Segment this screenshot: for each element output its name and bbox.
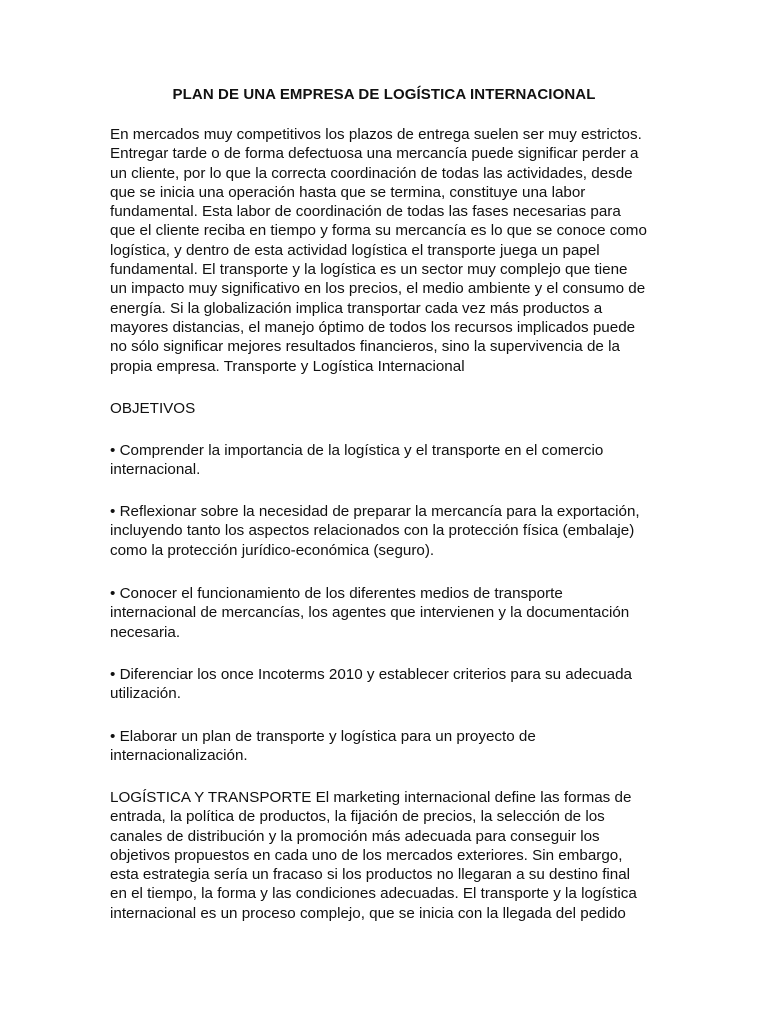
intro-line: fundamental. El transporte y la logística es un sector muy complejo que tiene	[110, 261, 628, 279]
intro-line: fundamental. Esta labor de coordinación de todas las fases necesarias para	[110, 203, 621, 221]
objective-item	[110, 727, 660, 766]
intro-line: energía. Si la globalización implica transportar cada vez más productos a	[110, 299, 603, 317]
logistics-line: internacional es un proceso complejo, que se inicia con la llegada del pedido	[110, 904, 626, 922]
logistics-line: esta estrategia sería un fracaso si los productos no llegaran a su destino final	[110, 866, 631, 884]
objective-line	[110, 441, 660, 460]
objective-line: internacionalización.	[110, 747, 248, 765]
objective-text: Conocer el funcionamiento de los diferentes medios de transporte	[119, 585, 563, 602]
objective-line	[110, 665, 660, 684]
objective-line: internacional.	[110, 461, 201, 479]
objective-item	[110, 584, 660, 642]
logistics-line: LOGÍSTICA Y TRANSPORTE El marketing internacional define las formas de	[110, 789, 632, 806]
logistics-line: entrada, la política de productos, la fijación de precios, la selección de los	[110, 808, 605, 826]
bullet-marker: •	[110, 585, 116, 602]
bullet-marker: •	[110, 503, 116, 520]
logistics-line: objetivos propuestos en cada uno de los mercados exteriores. Sin embargo,	[110, 846, 623, 864]
objective-line: internacional de mercancías, los agentes que intervienen y la documentación	[110, 604, 630, 622]
intro-line: logística, y dentro de esta actividad logística el transporte juega un papel	[110, 241, 600, 259]
intro-line: no sólo significar mejores resultados financieros, sino la supervivencia de la	[110, 338, 620, 356]
intro-paragraph	[110, 125, 660, 376]
bullet-marker: •	[110, 666, 116, 683]
intro-line: un impacto muy significativo en los precios, el medio ambiente y el consumo de	[110, 280, 646, 298]
bullet-marker: •	[110, 442, 116, 459]
intro-line: En mercados muy competitivos los plazos de entrega suelen ser muy estrictos.	[110, 126, 642, 143]
objective-text: Diferenciar los once Incoterms 2010 y establecer criterios para su adecuada	[119, 666, 632, 683]
objective-item	[110, 441, 660, 480]
objective-text: Reflexionar sobre la necesidad de preparar la mercancía para la exportación,	[119, 503, 640, 520]
intro-line: mayores distancias, el manejo óptimo de todos los recursos implicados puede	[110, 318, 636, 336]
logistics-paragraph	[110, 788, 660, 923]
intro-line: Entregar tarde o de forma defectuosa una mercancía puede significar perder a	[110, 145, 639, 163]
objective-line: incluyendo tanto los aspectos relacionados con la protección física (embalaje)	[110, 522, 635, 540]
logistics-line: en el tiempo, la forma y las condiciones adecuadas. El transporte y la logística	[110, 885, 637, 903]
objective-line: utilización.	[110, 685, 181, 703]
objective-text: Comprender la importancia de la logística y el transporte en el comercio	[119, 442, 604, 459]
objective-line: como la protección jurídico-económica (seguro).	[110, 541, 435, 559]
objectives-heading	[110, 399, 660, 418]
objective-line: necesaria.	[110, 623, 181, 641]
objective-line	[110, 502, 660, 521]
objective-line	[110, 584, 660, 603]
logistics-line: canales de distribución y la promoción más adecuada para conseguir los	[110, 827, 600, 845]
objective-item	[110, 502, 660, 560]
objective-line	[110, 727, 660, 746]
intro-line: que se inicia una operación hasta que se termina, constituye una labor	[110, 183, 586, 201]
document-title: PLAN DE UNA EMPRESA DE LOGÍSTICA INTERNACIONAL	[172, 86, 596, 103]
objective-item	[110, 665, 660, 704]
intro-line: que el cliente reciba en tiempo y forma su mercancía es lo que se conoce como	[110, 222, 647, 240]
intro-line: un cliente, por lo que la correcta coordinación de todas las actividades, desde	[110, 164, 633, 182]
intro-line: propia empresa. Transporte y Logística Internacional	[110, 357, 465, 375]
bullet-marker: •	[110, 728, 116, 745]
objective-text: Elaborar un plan de transporte y logística para un proyecto de	[119, 728, 536, 745]
objectives-heading-text: OBJETIVOS	[110, 400, 196, 417]
